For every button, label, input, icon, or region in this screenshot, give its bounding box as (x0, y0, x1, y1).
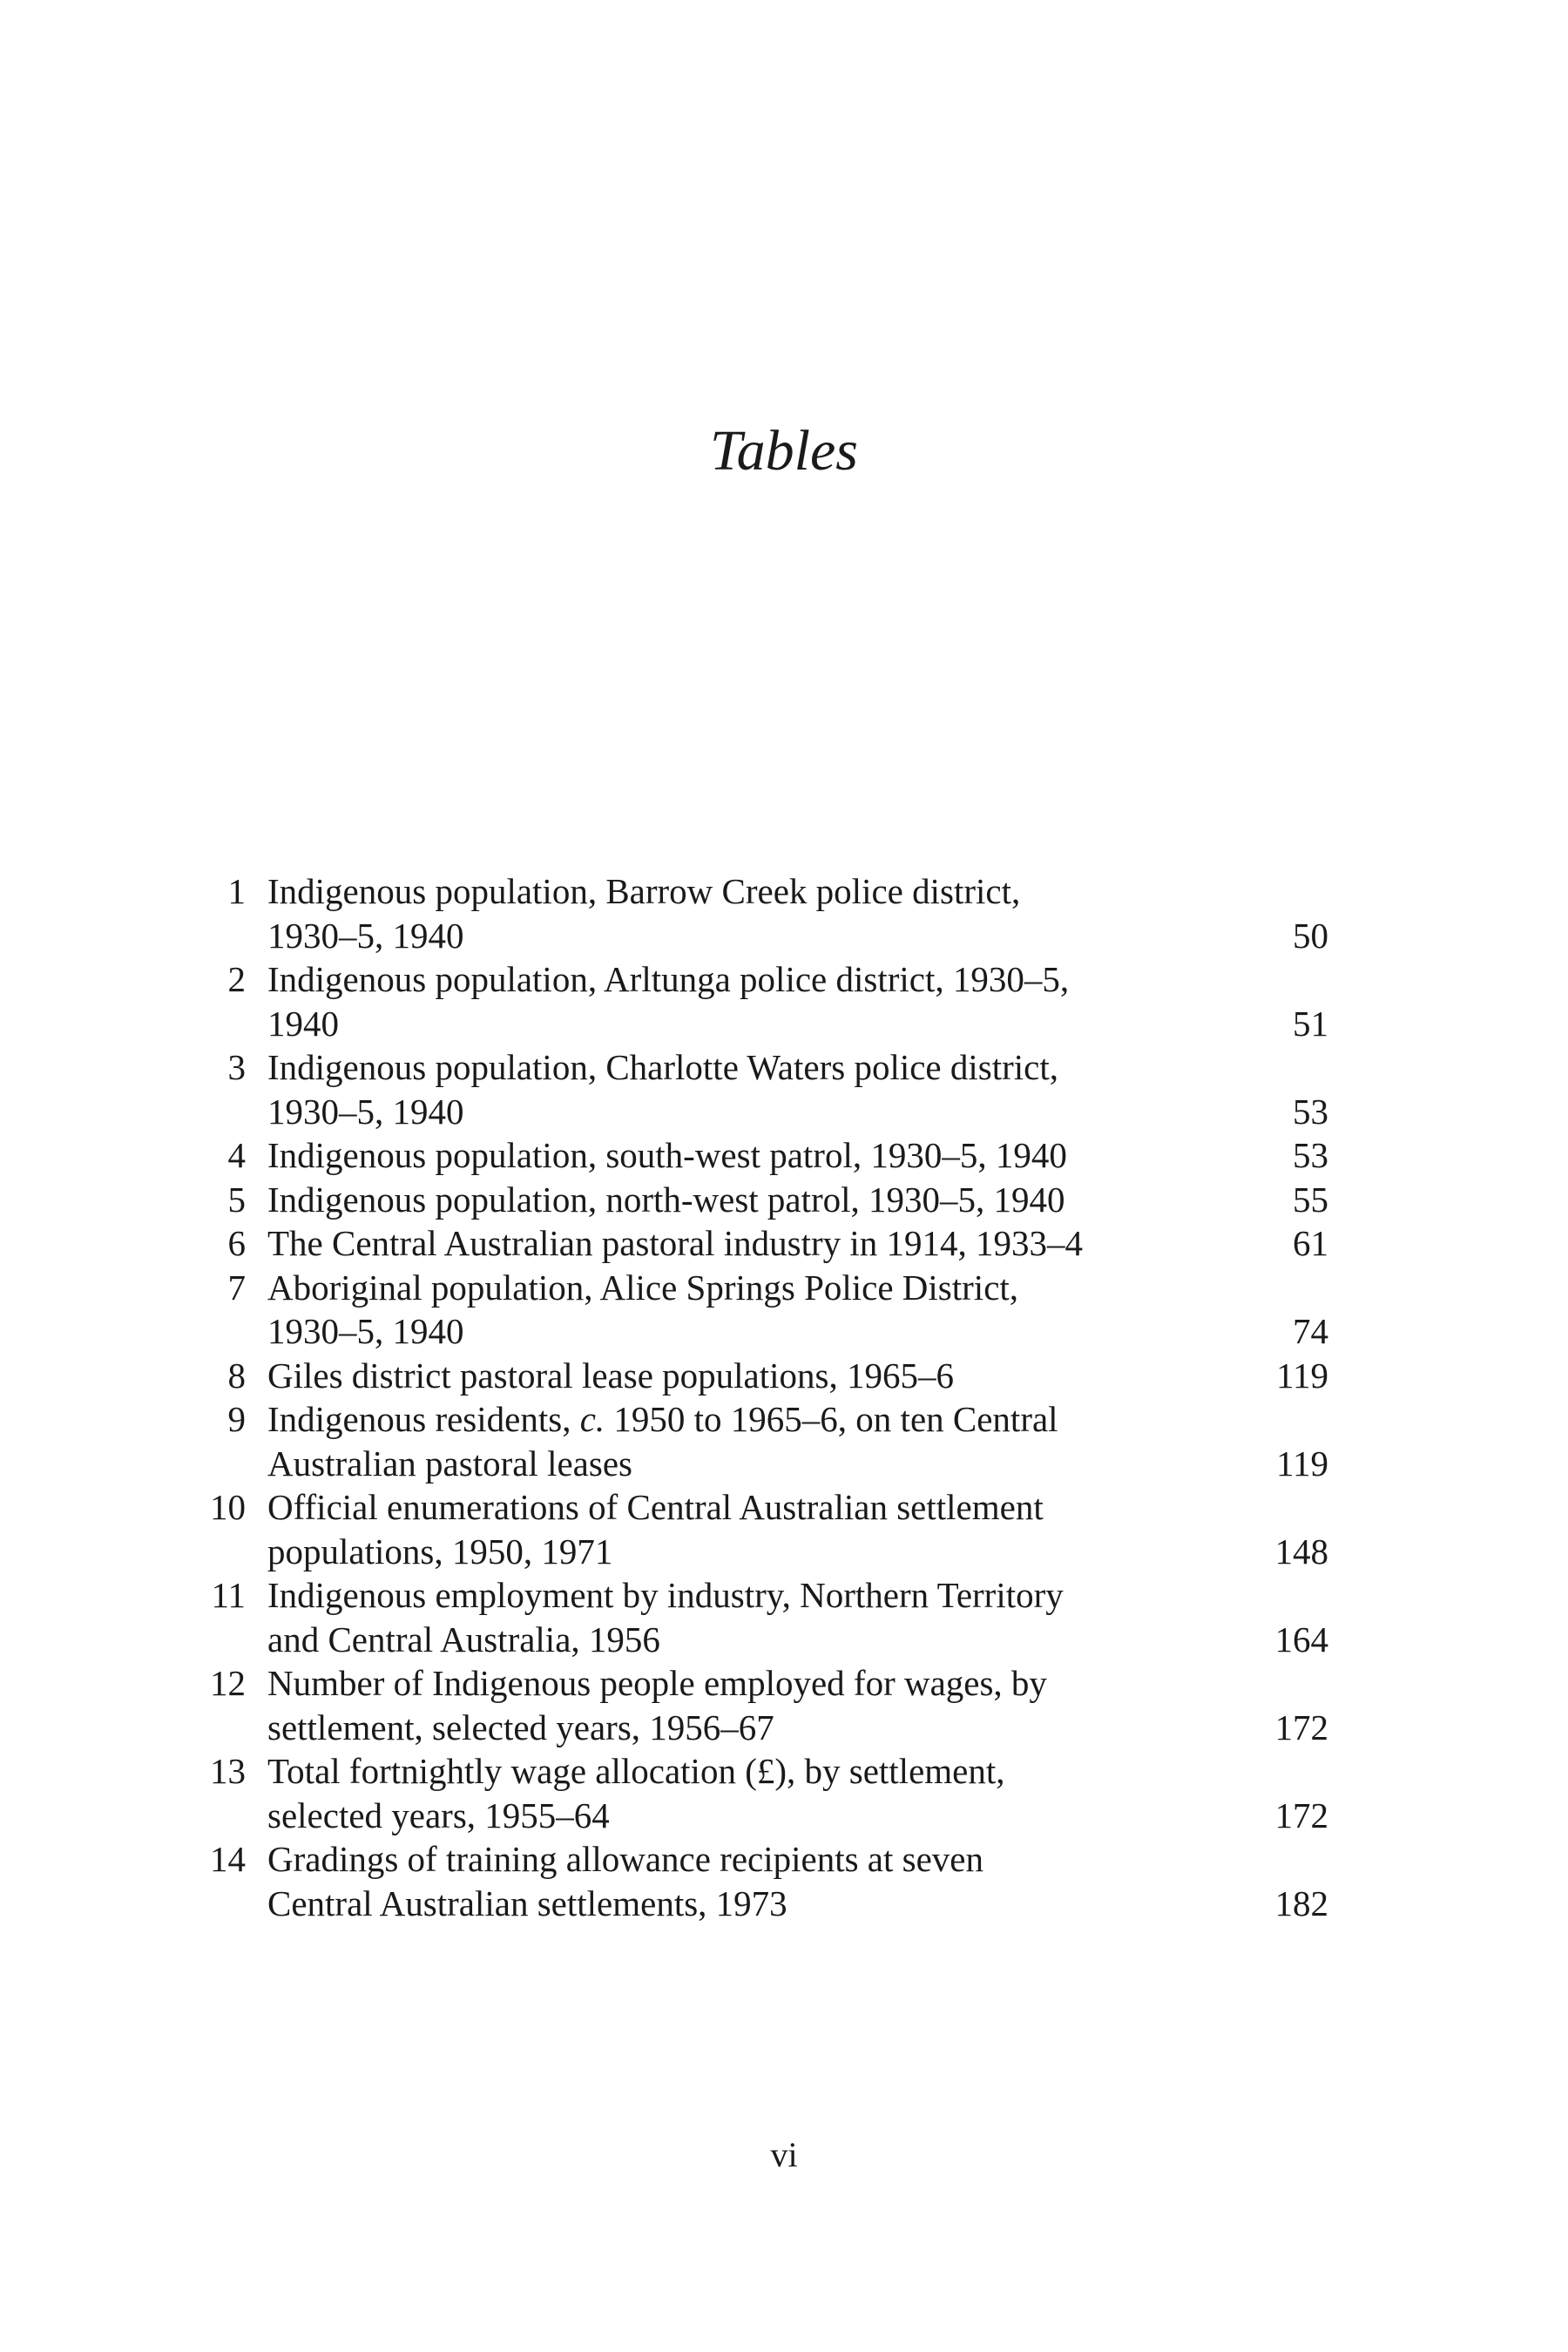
page-number: vi (770, 2135, 798, 2174)
table-entry-line (200, 1882, 1328, 1926)
table-page-number: 119 (1276, 1355, 1328, 1396)
table-entry-line (200, 1354, 1328, 1398)
table-title-text: settlement, selected years, 1956–67 (267, 1707, 774, 1747)
table-page-number: 119 (1276, 1443, 1328, 1484)
table-entry-line (200, 1045, 1328, 1090)
table-title-text: selected years, 1955–64 (267, 1794, 610, 1835)
table-number: 4 (227, 1135, 246, 1175)
table-entry-line (200, 1002, 1328, 1046)
table-entry-line (200, 1221, 1328, 1266)
table-entry (200, 1837, 1328, 1925)
table-entry-line (200, 1178, 1328, 1222)
table-entry-line (200, 1397, 1328, 1442)
table-entry-line (200, 1485, 1328, 1530)
table-page-number: 50 (1293, 915, 1328, 956)
table-entry-line (200, 1309, 1328, 1354)
table-entry-line (200, 869, 1328, 914)
table-entry (200, 1221, 1328, 1266)
table-entry-line (200, 1133, 1328, 1178)
table-title-text: The Central Australian pastoral industry in 1914, 1933–4 (267, 1223, 1084, 1263)
table-title-text: and Central Australia, 1956 (267, 1619, 660, 1659)
table-entry (200, 1045, 1328, 1133)
table-page-number: 172 (1274, 1794, 1328, 1835)
table-entry-line (200, 1749, 1328, 1794)
table-title-text: populations, 1950, 1971 (267, 1531, 613, 1571)
table-page-number: 74 (1293, 1311, 1328, 1351)
table-entry-line (200, 1661, 1328, 1706)
table-title-text: Indigenous residents, c. 1950 to 1965–6, on ten Central (267, 1399, 1058, 1439)
table-number: 10 (210, 1487, 246, 1527)
table-entry-line (200, 914, 1328, 958)
table-title-text: Official enumerations of Central Australian settlement (267, 1487, 1044, 1527)
table-entry-line (200, 1530, 1328, 1574)
table-list (200, 869, 1328, 1925)
table-title-text: Australian pastoral leases (267, 1443, 632, 1484)
table-number: 11 (211, 1575, 246, 1615)
table-title-text: Gradings of training allowance recipients at seven (267, 1839, 983, 1879)
table-number: 3 (227, 1047, 246, 1087)
page-title: Tables (710, 419, 858, 483)
table-title-text: 1930–5, 1940 (267, 915, 464, 956)
table-page-number: 164 (1274, 1619, 1328, 1659)
table-entry (200, 1749, 1328, 1837)
table-entry (200, 1354, 1328, 1398)
table-number: 5 (227, 1179, 246, 1220)
table-entry-line (200, 1794, 1328, 1838)
table-entry-line (200, 1618, 1328, 1662)
table-number: 13 (210, 1751, 246, 1791)
table-number: 12 (210, 1663, 246, 1703)
table-entry (200, 1266, 1328, 1354)
table-title-text: 1930–5, 1940 (267, 1091, 464, 1132)
table-title-text: Indigenous population, Barrow Creek police district, (267, 871, 1021, 911)
table-entry-line (200, 1090, 1328, 1134)
table-page-number: 53 (1293, 1091, 1328, 1132)
table-title-text: Number of Indigenous people employed for wages, by (267, 1663, 1047, 1703)
table-entry-line (200, 1573, 1328, 1618)
table-number: 9 (227, 1399, 246, 1439)
table-entry-line (200, 957, 1328, 1002)
table-entry (200, 957, 1328, 1045)
table-entry (200, 1661, 1328, 1749)
table-entry-line (200, 1706, 1328, 1750)
table-number: 7 (227, 1267, 246, 1308)
table-page-number: 182 (1274, 1882, 1328, 1923)
table-entry (200, 869, 1328, 957)
table-number: 8 (227, 1355, 246, 1396)
table-entry (200, 1397, 1328, 1485)
table-number: 2 (227, 959, 246, 999)
table-entry-line (200, 1837, 1328, 1882)
table-number: 14 (210, 1839, 246, 1879)
table-entry-line (200, 1266, 1328, 1310)
table-number: 1 (227, 871, 246, 911)
table-title-text: Aboriginal population, Alice Springs Police District, (267, 1267, 1019, 1308)
table-title-text: 1940 (267, 1003, 339, 1044)
table-title-text: Indigenous population, north-west patrol, 1930–5, 1940 (267, 1179, 1065, 1220)
table-title-text: Indigenous population, Charlotte Waters police district, (267, 1047, 1059, 1087)
table-number: 6 (227, 1223, 246, 1263)
table-title-text: Indigenous population, south-west patrol, 1930–5, 1940 (267, 1135, 1067, 1175)
circa-abbreviation: c. (579, 1399, 605, 1439)
table-title-text: Giles district pastoral lease populations, 1965–6 (267, 1355, 954, 1396)
table-page-number: 53 (1293, 1135, 1328, 1175)
table-page-number: 51 (1293, 1003, 1328, 1044)
table-entry (200, 1485, 1328, 1573)
table-page-number: 55 (1293, 1179, 1328, 1220)
table-page-number: 172 (1274, 1707, 1328, 1747)
table-title-text: Indigenous population, Arltunga police district, 1930–5, (267, 959, 1070, 999)
table-title-text: 1930–5, 1940 (267, 1311, 464, 1351)
table-page-number: 61 (1293, 1223, 1328, 1263)
table-title-text: Total fortnightly wage allocation (£), by settlement, (267, 1751, 1005, 1791)
table-entry (200, 1133, 1328, 1178)
table-title-text: Central Australian settlements, 1973 (267, 1882, 787, 1923)
table-entry (200, 1178, 1328, 1222)
table-title-text: Indigenous employment by industry, Northern Territory (267, 1575, 1064, 1615)
table-entry-line (200, 1442, 1328, 1486)
table-entry (200, 1573, 1328, 1661)
table-page-number: 148 (1274, 1531, 1328, 1571)
